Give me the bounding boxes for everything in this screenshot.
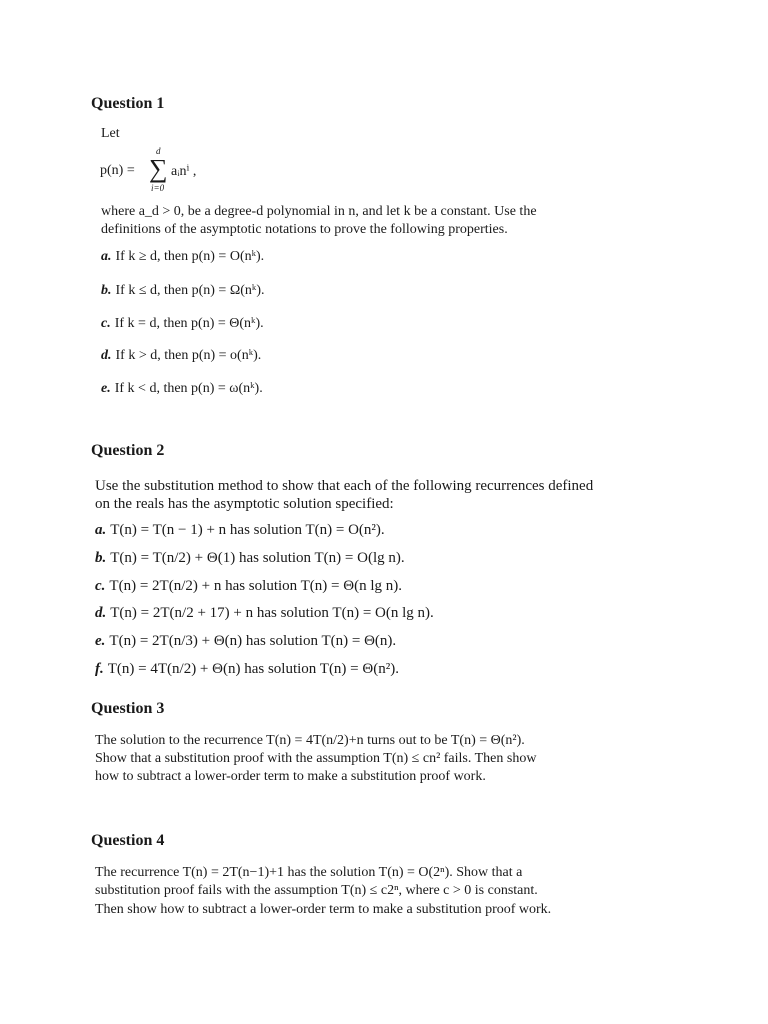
q2-item xyxy=(95,549,405,567)
item-text: If k > d, then p(n) = o(nᵏ). xyxy=(115,348,262,363)
polynomial-formula xyxy=(100,146,240,196)
q1-body-line-1: where a_d > 0, be a degree-d polynomial in n, and let k be a constant. Use the xyxy=(101,204,537,219)
q3-line-3: how to subtract a lower-order term to make a substitution proof work. xyxy=(95,769,486,784)
q1-item xyxy=(101,380,263,398)
item-label: b. xyxy=(95,550,107,566)
item-text: T(n) = 4T(n/2) + Θ(n) has solution T(n) = Θ(n²). xyxy=(107,661,399,677)
q3-line-1: The solution to the recurrence T(n) = 4T(n/2)+n turns out to be T(n) = Θ(n²). xyxy=(95,733,525,748)
question-2-title: Question 2 xyxy=(91,442,165,459)
question-1-title: Question 1 xyxy=(91,95,165,112)
item-label: b. xyxy=(101,283,112,298)
item-text: T(n) = T(n − 1) + n has solution T(n) = O(n²). xyxy=(110,522,385,538)
q1-item xyxy=(101,347,261,365)
q2-item xyxy=(95,521,385,539)
q1-item xyxy=(101,282,264,300)
q4-line-1: The recurrence T(n) = 2T(n−1)+1 has the solution T(n) = O(2ⁿ). Show that a xyxy=(95,865,523,880)
item-label: a. xyxy=(95,522,107,538)
question-3-title: Question 3 xyxy=(91,700,165,717)
q2-intro-line-2: on the reals has the asymptotic solution specified: xyxy=(95,496,394,512)
item-text: T(n) = 2T(n/2) + n has solution T(n) = Θ(n lg n). xyxy=(109,578,402,594)
sum-upper-limit: d xyxy=(156,146,161,156)
sigma-symbol: ∑ xyxy=(149,154,168,183)
q3-line-2: Show that a substitution proof with the assumption T(n) ≤ cn² fails. Then show xyxy=(95,751,537,766)
item-text: T(n) = 2T(n/3) + Θ(n) has solution T(n) = Θ(n). xyxy=(109,633,397,649)
item-label: e. xyxy=(95,633,106,649)
q2-item xyxy=(95,577,402,595)
q1-item xyxy=(101,315,264,333)
q1-item xyxy=(101,248,264,266)
q4-line-3: Then show how to subtract a lower-order term to make a substitution proof work. xyxy=(95,902,552,917)
item-label: d. xyxy=(101,348,112,363)
item-label: c. xyxy=(95,578,106,594)
item-label: d. xyxy=(95,605,107,621)
item-text: T(n) = T(n/2) + Θ(1) has solution T(n) = O(lg n). xyxy=(110,550,405,566)
q4-line-2: substitution proof fails with the assumption T(n) ≤ c2ⁿ, where c > 0 is constant. xyxy=(95,883,538,898)
q2-item xyxy=(95,660,399,678)
item-text: If k < d, then p(n) = ω(nᵏ). xyxy=(114,381,263,396)
q2-intro-line-1: Use the substitution method to show that each of the following recurrences defined xyxy=(95,478,594,494)
item-text: T(n) = 2T(n/2 + 17) + n has solution T(n) = O(n lg n). xyxy=(110,605,434,621)
sum-lower-limit: i=0 xyxy=(151,183,165,193)
item-text: If k ≥ d, then p(n) = O(nᵏ). xyxy=(115,249,265,264)
question-4-title: Question 4 xyxy=(91,832,165,849)
q1-body-line-2: definitions of the asymptotic notations to prove the following properties. xyxy=(101,222,508,237)
item-label: e. xyxy=(101,381,111,396)
item-text: If k = d, then p(n) = Θ(nᵏ). xyxy=(114,316,264,331)
q1-let: Let xyxy=(101,126,120,141)
formula-term: aᵢnⁱ , xyxy=(171,164,197,179)
item-text: If k ≤ d, then p(n) = Ω(nᵏ). xyxy=(115,283,265,298)
item-label: f. xyxy=(95,661,104,677)
item-label: c. xyxy=(101,316,111,331)
q2-item xyxy=(95,632,396,650)
q2-item xyxy=(95,604,434,622)
formula-lhs: p(n) = xyxy=(100,163,135,178)
item-label: a. xyxy=(101,249,112,264)
